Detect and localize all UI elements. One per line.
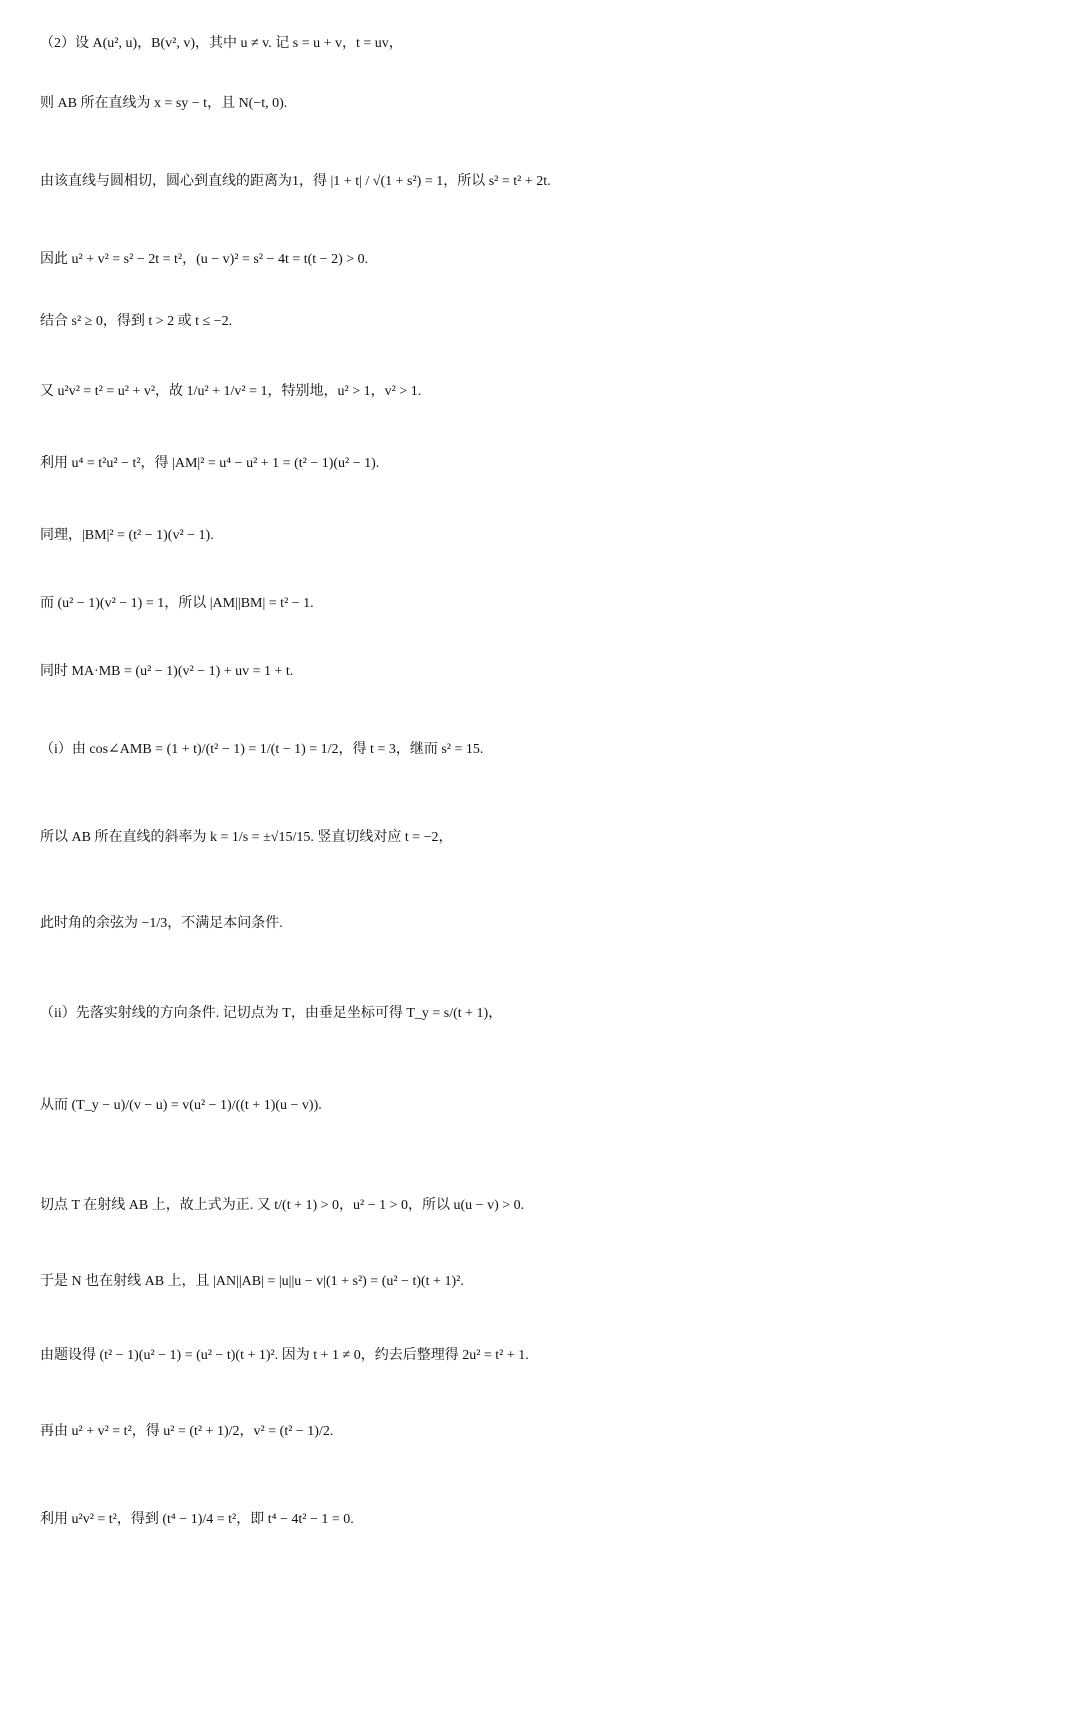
- solution-line-20: 利用 u²v² = t²，得到 (t⁴ − 1)/4 = t²，即 t⁴ − 4t² − 1 = 0.: [40, 1512, 354, 1527]
- solution-line-17: 于是 N 也在射线 AB 上，且 |AN||AB| = |u||u − v|(1 + s²) = (u² − t)(t + 1)².: [40, 1274, 464, 1289]
- solution-line-11: （i）由 cos∠AMB = (1 + t)/(t² − 1) = 1/(t − 1) = 1/2，得 t = 3，继而 s² = 15.: [40, 742, 484, 757]
- solution-line-5: 结合 s² ≥ 0，得到 t > 2 或 t ≤ −2.: [40, 314, 233, 329]
- solution-line-4: 因此 u² + v² = s² − 2t = t²，(u − v)² = s² − 4t = t(t − 2) > 0.: [40, 252, 369, 267]
- solution-line-7: 利用 u⁴ = t²u² − t²，得 |AM|² = u⁴ − u² + 1 = (t² − 1)(u² − 1).: [40, 456, 380, 471]
- solution-line-10: 同时 MA·MB = (u² − 1)(v² − 1) + uv = 1 + t.: [40, 664, 294, 679]
- solution-line-12: 所以 AB 所在直线的斜率为 k = 1/s = ±√15/15. 竖直切线对应 t = −2，: [40, 830, 453, 845]
- solution-line-16: 切点 T 在射线 AB 上，故上式为正. 又 t/(t + 1) > 0，u² − 1 > 0，所以 u(u − v) > 0.: [40, 1198, 525, 1213]
- solution-line-13: 此时角的余弦为 −1/3，不满足本问条件.: [40, 916, 283, 931]
- solution-line-6: 又 u²v² = t² = u² + v²，故 1/u² + 1/v² = 1，特别地，u² > 1，v² > 1.: [40, 384, 422, 399]
- solution-line-14: （ii）先落实射线的方向条件. 记切点为 T，由垂足坐标可得 T_y = s/(t + 1)，: [40, 1006, 503, 1021]
- solution-line-15: 从而 (T_y − u)/(v − u) = v(u² − 1)/((t + 1)(u − v)).: [40, 1098, 322, 1113]
- solution-line-1: （2）设 A(u², u)，B(v², v)，其中 u ≠ v. 记 s = u + v，t = uv，: [40, 36, 403, 51]
- solution-line-19: 再由 u² + v² = t²，得 u² = (t² + 1)/2，v² = (t² − 1)/2.: [40, 1424, 334, 1439]
- solution-line-2: 则 AB 所在直线为 x = sy − t，且 N(−t, 0).: [40, 96, 288, 111]
- solution-line-3: 由该直线与圆相切，圆心到直线的距离为1，得 |1 + t| / √(1 + s²) = 1，所以 s² = t² + 2t.: [40, 174, 551, 189]
- solution-line-9: 而 (u² − 1)(v² − 1) = 1，所以 |AM||BM| = t² − 1.: [40, 596, 314, 611]
- solution-line-18: 由题设得 (t² − 1)(u² − 1) = (u² − t)(t + 1)². 因为 t + 1 ≠ 0，约去后整理得 2u² = t² + 1.: [40, 1348, 529, 1363]
- solution-line-8: 同理，|BM|² = (t² − 1)(v² − 1).: [40, 528, 214, 543]
